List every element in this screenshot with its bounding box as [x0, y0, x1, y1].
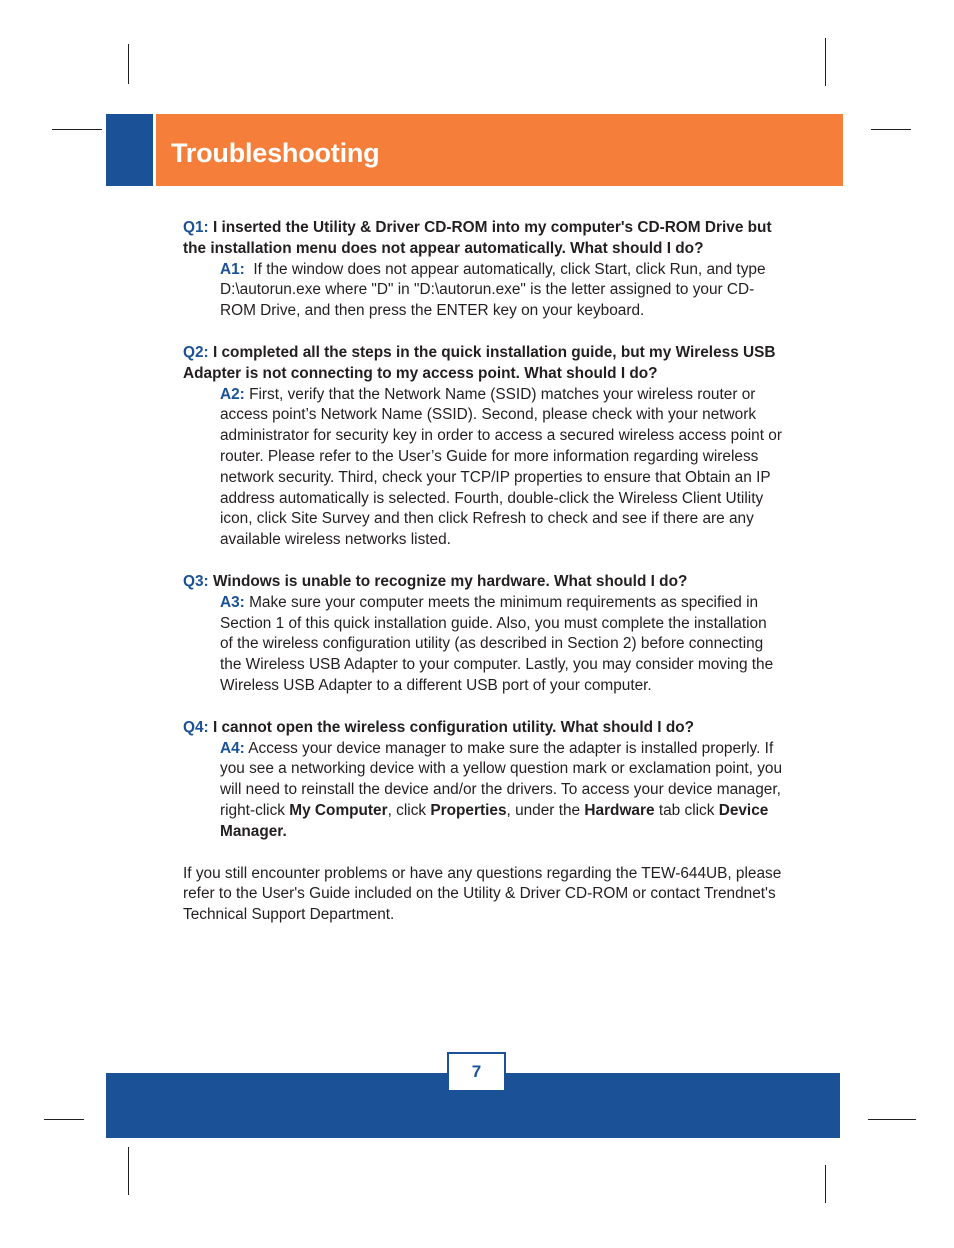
my-computer-term: My Computer — [289, 801, 388, 819]
properties-term: Properties — [430, 801, 507, 819]
page-title: Troubleshooting — [171, 138, 380, 168]
qa-item-3 — [183, 572, 783, 697]
question — [183, 343, 783, 385]
answer-label: A3: — [220, 593, 245, 611]
crop-mark — [128, 1147, 129, 1195]
closing-paragraph: If you still encounter problems or have any questions regarding the TEW-644UB, please refer to the User's Guide included on the Utility & Driver CD-ROM or contact Trendnet's Technical Support Department. — [183, 864, 782, 924]
question-text: I inserted the Utility & Driver CD-ROM into my computer's CD-ROM Drive but the installation menu does not appear automatically. What should I do? — [183, 219, 772, 257]
question-label: Q1: — [183, 219, 209, 236]
crop-mark — [44, 1119, 84, 1120]
question-label: Q3: — [183, 572, 209, 590]
troubleshooting-content — [183, 218, 783, 926]
answer-text: tab click — [654, 801, 719, 819]
header-accent-block — [106, 114, 153, 186]
header-banner — [156, 114, 843, 186]
answer-text: First, verify that the Network Name (SSID) matches your wireless router or access point’s Network Name (SSID). Second, please check with your network administrator for security key in order to access a secured wireless access point or router. Please refer to the User’s Guide for more information regarding wireless network security. Third, check your TCP/IP properties to ensure that Obtain an IP address automatically is selected. Fourth, double-click the Wireless Client Utility icon, click Site Survey and then click Refresh to check and see if there are any available wireless networks listed. — [220, 385, 782, 549]
question-label: Q4: — [183, 718, 209, 736]
question — [183, 218, 783, 260]
page-number: 7 — [447, 1052, 506, 1092]
hardware-term: Hardware — [584, 801, 655, 819]
crop-mark — [128, 44, 129, 84]
question-label: Q2: — [183, 343, 209, 361]
answer-text: Make sure your computer meets the minimum requirements as specified in Section 1 of this quick installation guide. Also, you must complete the installation of the wireless configuration utility (as described in Section 2) before connecting the Wireless USB Adapter to your computer. Lastly, you may consider moving the Wireless USB Adapter to a different USB port of your computer. — [220, 593, 774, 694]
answer — [183, 739, 783, 843]
question — [183, 572, 783, 593]
answer — [183, 593, 783, 697]
crop-mark — [868, 1119, 916, 1120]
crop-mark — [825, 1165, 826, 1203]
question-text: I cannot open the wireless configuration utility. What should I do? — [212, 718, 695, 736]
answer-text: Access your device manager to make sure the adapter is installed properly. If you see a networking device with a yellow question mark or exclamation point, you will need to reinstall the device and/or the drivers. To access your device manager, right-click — [220, 739, 783, 819]
qa-item-4 — [183, 718, 783, 843]
answer — [183, 385, 783, 551]
crop-mark — [52, 129, 102, 130]
question-text: Windows is unable to recognize my hardware. What should I do? — [212, 572, 688, 590]
device-manager-term: Device Manager. — [220, 801, 769, 840]
answer-text: , click — [387, 801, 431, 819]
question — [183, 718, 783, 739]
answer-label: A1: — [220, 260, 245, 278]
answer — [183, 260, 783, 322]
answer-text: If the window does not appear automatically, click Start, click Run, and type D:\autorun.exe where "D" in "D:\autorun.exe" is the letter assigned to your CD-ROM Drive, and then press the ENTER key on your keyboard. — [220, 260, 766, 320]
qa-item-1 — [183, 218, 783, 322]
question-text: I completed all the steps in the quick installation guide, but my Wireless USB Adapter is not connecting to my access point. What should I do? — [183, 343, 776, 382]
answer-text: , under the — [506, 801, 585, 819]
qa-item-2 — [183, 343, 783, 551]
answer-label: A4: — [220, 739, 245, 757]
crop-mark — [871, 129, 911, 130]
answer-label: A2: — [220, 385, 245, 403]
crop-mark — [825, 38, 826, 86]
